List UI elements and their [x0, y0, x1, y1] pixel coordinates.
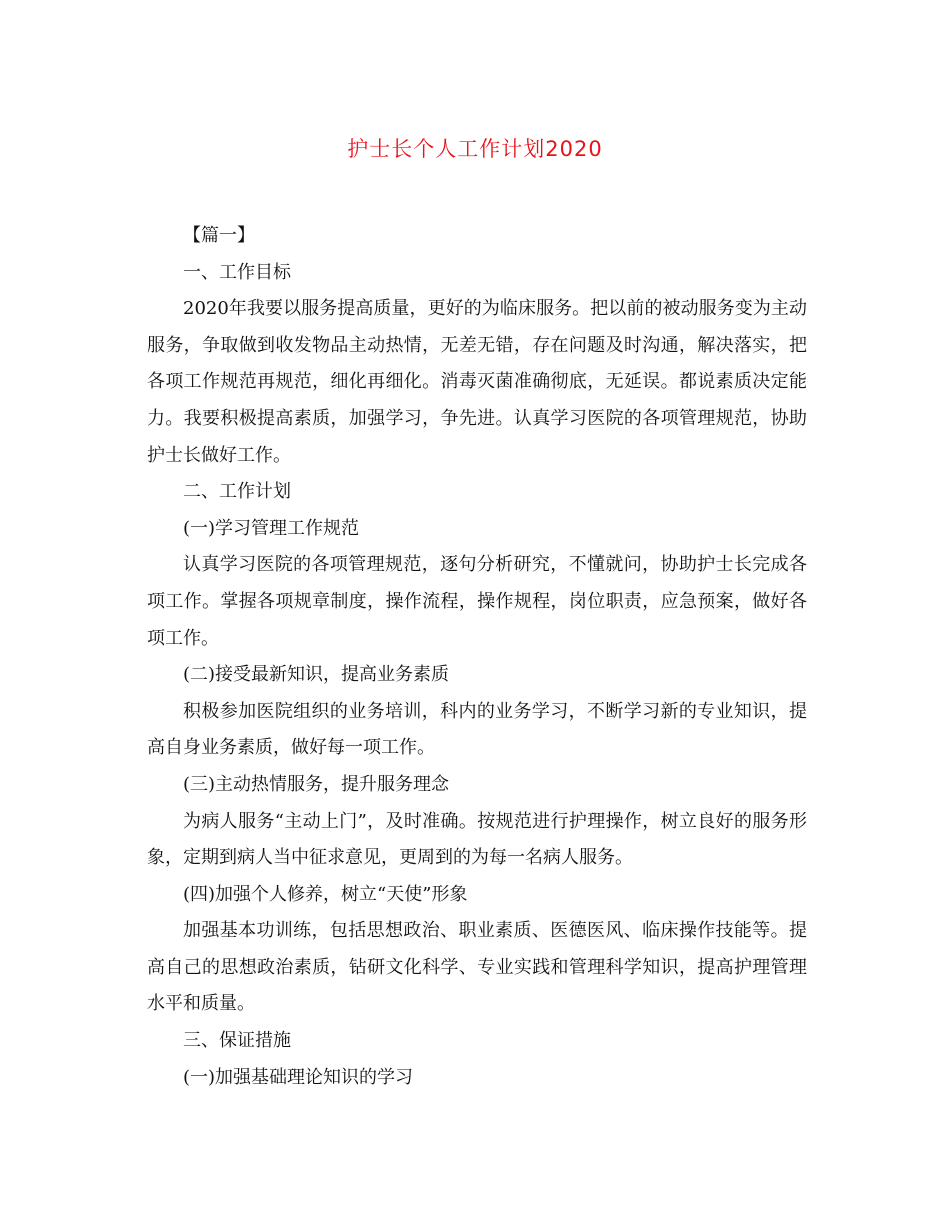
subheading-3: (三)主动热情服务，提升服务理念 [183, 773, 450, 795]
section-marker: 【篇一】 [183, 225, 255, 246]
paragraph-goals: 2020年我要以服务提高质量，更好的为临床服务。把以前的被动服务变为主动服务，争取做到收发物品主动热情，无差无错，存在问题及时沟通，解决落实，把各项工作规范再规范，细化再细化。消毒灭菌准确彻底，无延误。都说素质决定能力。我要积极提高素质，加强学习，争先进。认真学习医院的各项管理规范，协助护士长做好工作。 [147, 298, 807, 466]
heading-goals: 一、工作目标 [183, 261, 291, 283]
subheading-2: (二)接受最新知识，提高业务素质 [183, 664, 450, 686]
subheading-1: (一)学习管理工作规范 [183, 517, 360, 539]
paragraph-1: 认真学习医院的各项管理规范，逐句分析研究，不懂就问，协助护士长完成各项工作。掌握各项规章制度，操作流程，操作规程，岗位职责，应急预案，做好各项工作。 [147, 554, 807, 649]
paragraph-3: 为病人服务“主动上门”，及时准确。按规范进行护理操作，树立良好的服务形象，定期到病人当中征求意见，更周到的为每一名病人服务。 [147, 810, 807, 869]
paragraph-2: 积极参加医院组织的业务培训，科内的业务学习，不断学习新的专业知识，提高自身业务素质，做好每一项工作。 [147, 700, 807, 759]
document-body [147, 218, 807, 1096]
document-title: 护士长个人工作计划2020 [347, 137, 603, 161]
heading-measures: 三、保证措施 [183, 1030, 291, 1052]
paragraph-4: 加强基本功训练，包括思想政治、职业素质、医德医风、临床操作技能等。提高自己的思想政治素质，钻研文化科学、专业实践和管理科学知识，提高护理管理水平和质量。 [147, 920, 807, 1015]
heading-plan: 二、工作计划 [183, 481, 291, 503]
subheading-4: (四)加强个人修养，树立“天使”形象 [183, 883, 468, 905]
subheading-measures-1: (一)加强基础理论知识的学习 [183, 1066, 414, 1088]
